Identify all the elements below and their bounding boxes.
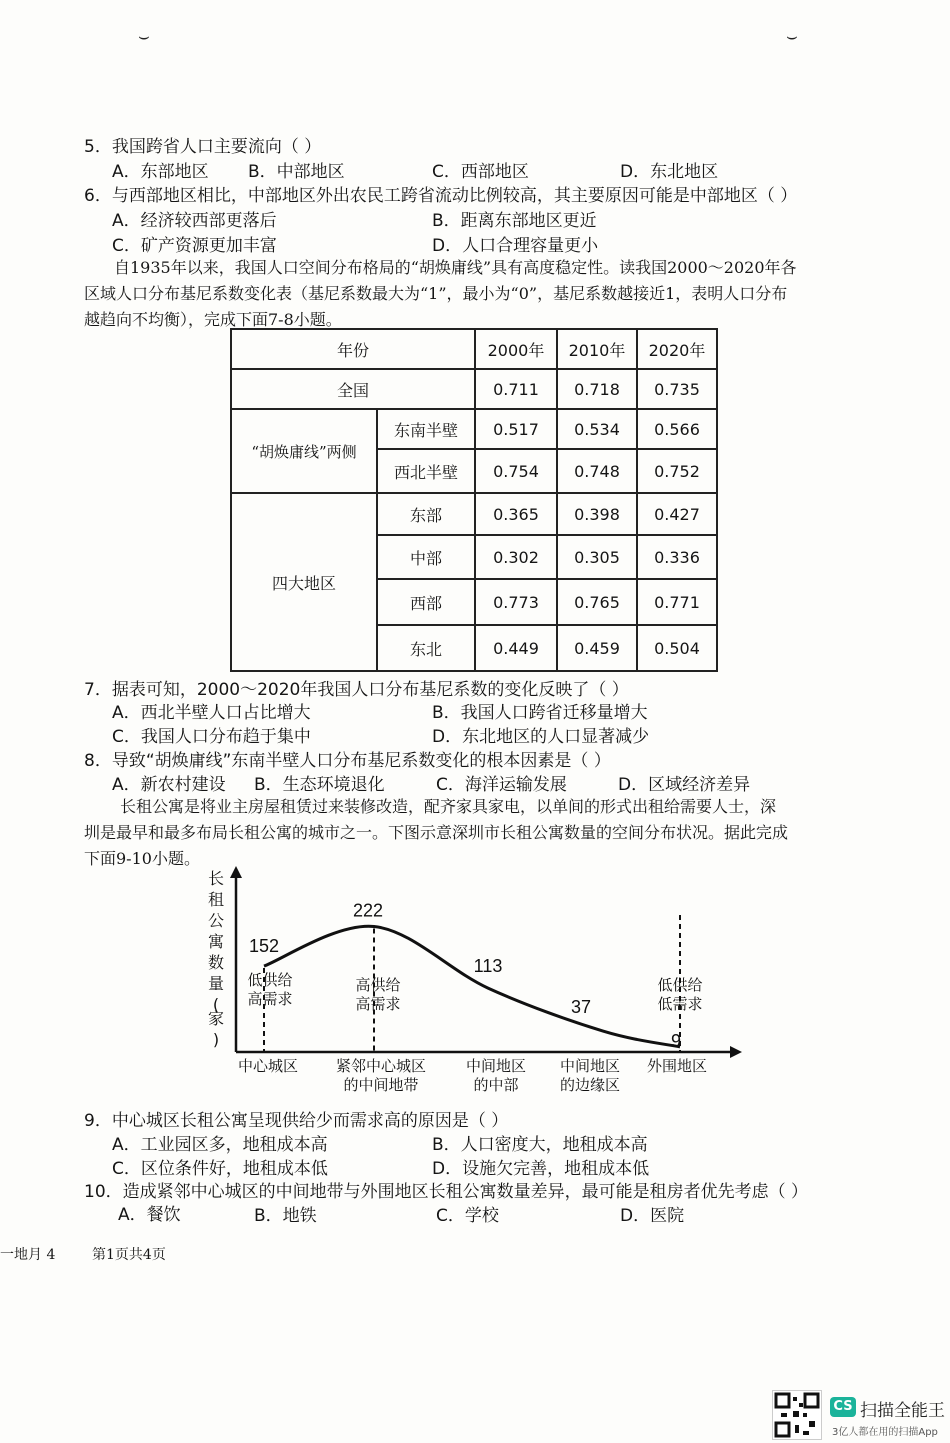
cell-value: 0.748 <box>557 449 637 493</box>
question-9-option-b: B．人口密度大，地租成本高 <box>432 1135 648 1155</box>
question-5-option-c: C．西部地区 <box>432 162 529 182</box>
scan-mark-right: ⌣ <box>786 26 798 47</box>
category-label: 中心城区 <box>237 1057 299 1075</box>
y-axis-label-char: 寓 <box>207 932 225 951</box>
intro-7-8-line-3: 越趋向不均衡），完成下面7-8小题。 <box>84 310 342 329</box>
question-6-option-d: D．人口合理容量更小 <box>432 236 599 256</box>
group-label-four-regions: 四大地区 <box>231 493 377 671</box>
cell-value: 0.365 <box>475 493 557 535</box>
question-9-option-c: C．区位条件好，地租成本低 <box>112 1159 328 1179</box>
y-axis-label-char: ) <box>212 1030 220 1049</box>
y-axis-arrow <box>230 866 242 878</box>
question-6-stem: 6．与西部地区相比，中部地区外出农民工跨省流动比例较高，其主要原因可能是中部地区（ ） <box>84 186 798 206</box>
y-axis-label-char: 公 <box>207 911 225 930</box>
cell-value: 0.302 <box>475 535 557 579</box>
cell-value: 0.765 <box>557 579 637 625</box>
question-10-option-b: B．地铁 <box>254 1206 317 1226</box>
data-label: 113 <box>473 956 503 977</box>
category-label: 的中间地带 <box>343 1076 419 1094</box>
cell-value: 0.735 <box>637 369 717 409</box>
row-label-national: 全国 <box>231 369 475 409</box>
cell-value: 0.566 <box>637 409 717 449</box>
cell-value: 0.398 <box>557 493 637 535</box>
row-label: 东北 <box>377 625 475 671</box>
annotation-label: 低供给 <box>247 971 293 989</box>
question-7-option-a: A．西北半壁人口占比增大 <box>112 703 311 723</box>
question-5-option-b: B．中部地区 <box>248 162 345 182</box>
category-label: 中间地区 <box>465 1057 527 1075</box>
question-8-option-d: D．区域经济差异 <box>618 775 751 795</box>
cell-value: 0.459 <box>557 625 637 671</box>
annotation-label: 高需求 <box>247 990 293 1008</box>
question-6-option-b: B．距离东部地区更近 <box>432 211 597 231</box>
cell-value: 0.754 <box>475 449 557 493</box>
header-2000: 2000年 <box>475 329 557 369</box>
question-10-stem: 10．造成紧邻中心城区的中间地带与外围地区长租公寓数量差异，最可能是租房者优先考虑（ ） <box>84 1182 809 1202</box>
footer-code: 一地月 4 <box>0 1247 56 1263</box>
cell-value: 0.752 <box>637 449 717 493</box>
question-8-stem: 8．导致“胡焕庸线”东南半壁人口分布基尼系数变化的根本因素是（ ） <box>84 751 611 771</box>
x-axis-arrow <box>730 1046 742 1058</box>
question-9-stem: 9．中心城区长租公寓呈现供给少而需求高的原因是（ ） <box>84 1111 509 1131</box>
cell-value: 0.427 <box>637 493 717 535</box>
question-8-option-c: C．海洋运输发展 <box>436 775 567 795</box>
annotation-label: 低供给 <box>657 976 703 994</box>
y-axis-label-char: 租 <box>207 890 225 909</box>
y-axis-label-char: 长 <box>207 869 225 888</box>
cell-value: 0.504 <box>637 625 717 671</box>
cell-value: 0.711 <box>475 369 557 409</box>
scan-mark-left: ⌣ <box>138 26 150 47</box>
category-label: 外围地区 <box>646 1057 708 1075</box>
question-8-option-a: A．新农村建设 <box>112 775 226 795</box>
data-label: 152 <box>248 936 280 957</box>
question-6-option-a: A．经济较西部更落后 <box>112 211 277 231</box>
scanner-app-name: 扫描全能王 <box>860 1401 945 1421</box>
series-line <box>264 926 680 1047</box>
question-5-option-a: A．东部地区 <box>112 162 209 182</box>
data-label: 222 <box>352 900 384 921</box>
cell-value: 0.718 <box>557 369 637 409</box>
question-5-option-d: D．东北地区 <box>620 162 719 182</box>
question-10-option-a: A．餐饮 <box>118 1205 181 1225</box>
cell-value: 0.517 <box>475 409 557 449</box>
question-8-option-b: B．生态环境退化 <box>254 775 385 795</box>
category-label: 中间地区 <box>559 1057 621 1075</box>
y-axis-label-char: 家 <box>207 1009 225 1028</box>
cell-value: 0.773 <box>475 579 557 625</box>
intro-7-8-line-1: 自1935年以来，我国人口空间分布格局的“胡焕庸线”具有高度稳定性。读我国2000～2020年各 <box>114 258 797 277</box>
header-year: 年份 <box>231 329 475 369</box>
intro-9-10-line-1: 长租公寓是将业主房屋租赁过来装修改造，配齐家具家电，以单间的形式出租给需要人士，深 <box>120 797 777 816</box>
annotation-label: 低需求 <box>657 995 703 1013</box>
cell-value: 0.336 <box>637 535 717 579</box>
row-label: 东部 <box>377 493 475 535</box>
category-label: 的中部 <box>473 1076 519 1094</box>
y-axis-label-char: ( <box>212 995 220 1014</box>
cell-value: 0.449 <box>475 625 557 671</box>
annotation-label: 高需求 <box>355 995 401 1013</box>
row-label: 中部 <box>377 535 475 579</box>
qr-code-icon <box>772 1390 822 1440</box>
header-2020: 2020年 <box>637 329 717 369</box>
intro-7-8-line-2: 区域人口分布基尼系数变化表（基尼系数最大为“1”，最小为“0”，基尼系数越接近1，表明人口分布 <box>84 284 788 303</box>
row-label: 西部 <box>377 579 475 625</box>
question-7-option-b: B．我国人口跨省迁移量增大 <box>432 703 648 723</box>
row-label: 西北半壁 <box>377 449 475 493</box>
annotation-label: 高供给 <box>355 976 401 994</box>
data-label: 37 <box>570 997 592 1018</box>
category-label: 紧邻中心城区 <box>335 1057 427 1075</box>
question-9-option-d: D．设施欠完善，地租成本低 <box>432 1159 650 1179</box>
question-10-option-d: D．医院 <box>620 1206 685 1226</box>
question-7-stem: 7．据表可知，2000～2020年我国人口分布基尼系数的变化反映了（ ） <box>84 680 629 700</box>
question-6-option-c: C．矿产资源更加丰富 <box>112 236 277 256</box>
y-axis-label-char: 数 <box>207 953 225 972</box>
category-label: 的边缘区 <box>559 1076 621 1094</box>
cell-value: 0.305 <box>557 535 637 579</box>
question-5-stem: 5．我国跨省人口主要流向（ ） <box>84 137 322 157</box>
scanner-tagline: 3亿人都在用的扫描App <box>832 1427 938 1438</box>
intro-9-10-line-3: 下面9-10小题。 <box>84 849 200 868</box>
data-label: 9 <box>670 1030 682 1051</box>
intro-9-10-line-2: 圳是最早和最多布局长租公寓的城市之一。下图示意深圳市长租公寓数量的空间分布状况。据此完成 <box>84 823 789 842</box>
header-2010: 2010年 <box>557 329 637 369</box>
question-7-option-c: C．我国人口分布趋于集中 <box>112 727 311 747</box>
question-7-option-d: D．东北地区的人口显著减少 <box>432 727 650 747</box>
cell-value: 0.771 <box>637 579 717 625</box>
footer-page-number: 第1页共4页 <box>92 1247 166 1263</box>
group-label-hu-line: “胡焕庸线”两侧 <box>231 409 377 493</box>
row-label: 东南半壁 <box>377 409 475 449</box>
y-axis-label-char: 量 <box>207 974 225 993</box>
cell-value: 0.534 <box>557 409 637 449</box>
camscanner-logo: CS <box>830 1397 856 1417</box>
question-10-option-c: C．学校 <box>436 1206 499 1226</box>
question-9-option-a: A．工业园区多，地租成本高 <box>112 1135 328 1155</box>
